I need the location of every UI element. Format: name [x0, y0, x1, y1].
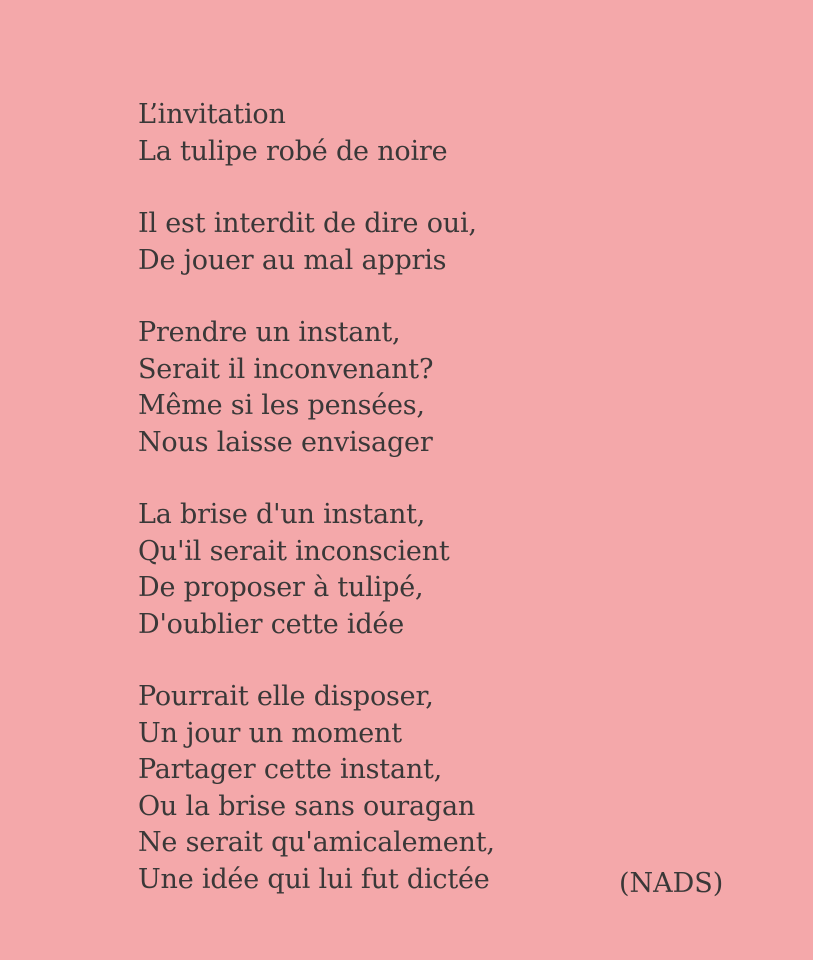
poem-line: Qu'il serait inconscient — [138, 535, 450, 567]
stanza-3 — [138, 315, 778, 461]
poem-line: Serait il inconvenant? — [138, 353, 434, 385]
poem-line: Il est interdit de dire oui, — [138, 208, 477, 239]
poem-line: D'oublier cette idée — [138, 608, 404, 640]
stanza-2 — [138, 206, 778, 279]
poem-line: Même si les pensées, — [138, 390, 425, 421]
stanza-1 — [138, 97, 778, 170]
poem-line: Nous laisse envisager — [138, 426, 433, 458]
poem-line: La brise d'un instant, — [138, 499, 426, 530]
poem-line: Partager cette instant, — [138, 754, 443, 785]
poem-line: Prendre un instant, — [138, 317, 401, 348]
author-signature: (NADS) — [619, 868, 724, 899]
poem-line: Un jour un moment — [138, 717, 402, 749]
poem-body — [138, 97, 778, 934]
poem-line: De proposer à tulipé, — [138, 572, 424, 603]
poem-line: Une idée qui lui fut dictée — [138, 863, 490, 895]
stanza-4 — [138, 497, 778, 643]
poem-line: De jouer au mal appris — [138, 244, 447, 276]
poem-line: Pourrait elle disposer, — [138, 681, 434, 712]
poem-line: L’invitation — [138, 99, 286, 130]
poem-line: Ne serait qu'amicalement, — [138, 827, 495, 858]
poem-line: La tulipe robé de noire — [138, 135, 448, 167]
poem-line: Ou la brise sans ouragan — [138, 790, 476, 822]
